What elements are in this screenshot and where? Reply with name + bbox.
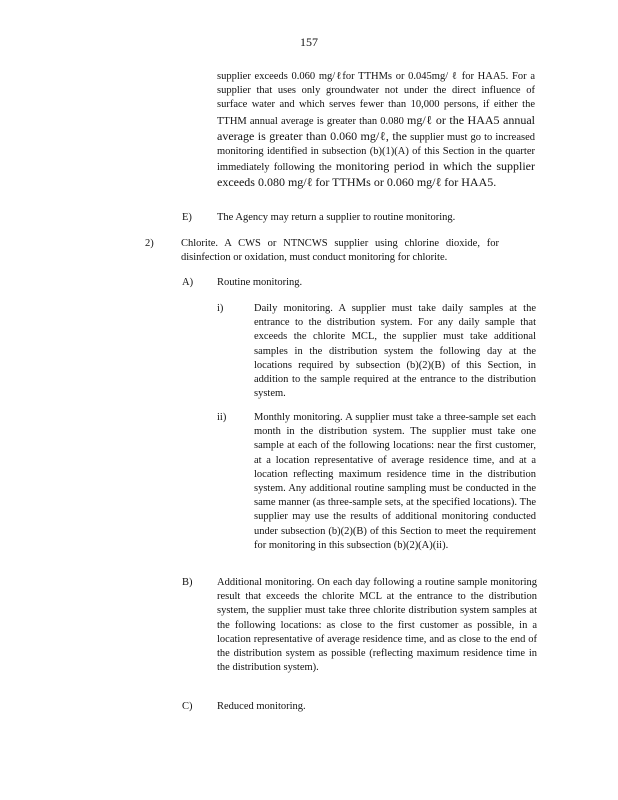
item-c-label: C) <box>182 701 193 712</box>
intro-line-3: mg/ℓ or the HAA5 annual average is greater than 0.060 mg/ℓ, the <box>217 112 536 143</box>
intro-line-4: supplier must go to increased monitoring identified in subsection (b)(1)(A) of this Section in the quarter immediately following the <box>217 131 535 174</box>
item-ii-text: Monthly monitoring. A supplier must take a three-sample set each month in the distribution system. The supplier must take one sample at each of the following locations: near the first customer, at a location representative of average residence time, and at a location reflecting maximum residence time in the distribution system. Any additional routine sampling must be conducted in the same manner (as three-sample sets, at the specified locations). The supplier may use the results of additional monitoring conducted under subsection (b)(2)(B) of this Section to meet the requirement for monitoring in this subsection (b)(2)(A)(ii). <box>254 412 536 551</box>
item-a-label: A) <box>182 277 194 288</box>
item-2-text: Chlorite. A CWS or NTNCWS supplier using chlorine dioxide, for disinfection or oxidation, must conduct monitoring for chlorite. <box>181 238 499 264</box>
item-b-text: Additional monitoring. On each day following a routine sample monitoring result that exceeds the chlorite MCL at the entrance to the distribution system, the supplier must take three chlorite distribution system samples at the following locations: as close to the first customer as possible, in a location representative of average residence time, and as close to the end of the distribution system as possible (reflecting maximum residence time in the distribution system). <box>217 577 537 674</box>
item-i-label: i) <box>217 303 224 314</box>
page-number: 157 <box>300 35 318 49</box>
intro-line-5: monitoring period in which the supplier exceeds 0.080 mg/ℓ for TTHMs or 0.060 mg/ℓ for HAA5. <box>217 159 535 190</box>
intro-line-2: For a supplier that uses only groundwater not under the direct influence of surface water and which serves fewer than 10,000 persons, if either the TTHM annual average is greater than 0.080 <box>217 71 535 127</box>
item-ii-label: ii) <box>217 412 227 423</box>
item-e-label: E) <box>182 212 192 223</box>
item-2-label: 2) <box>145 238 154 249</box>
item-a-text: Routine monitoring. <box>217 277 303 288</box>
item-i-text: Daily monitoring. A supplier must take daily samples at the entrance to the distribution system. For any daily sample that exceeds the chlorite MCL, the supplier must take additional samples in the distribution system the following day at the locations required by subsection (b)(2)(B) of this Section, in addition to the sample required at the entrance to the distribution system. <box>254 303 536 400</box>
intro-line-1: supplier exceeds 0.060 mg/ℓfor TTHMs or 0.045mg/ ℓ for HAA5. <box>217 71 509 82</box>
item-c-text: Reduced monitoring. <box>217 701 306 712</box>
item-b-label: B) <box>182 577 193 588</box>
paragraph-intro <box>217 70 535 192</box>
item-e-text: The Agency may return a supplier to routine monitoring. <box>217 212 456 223</box>
